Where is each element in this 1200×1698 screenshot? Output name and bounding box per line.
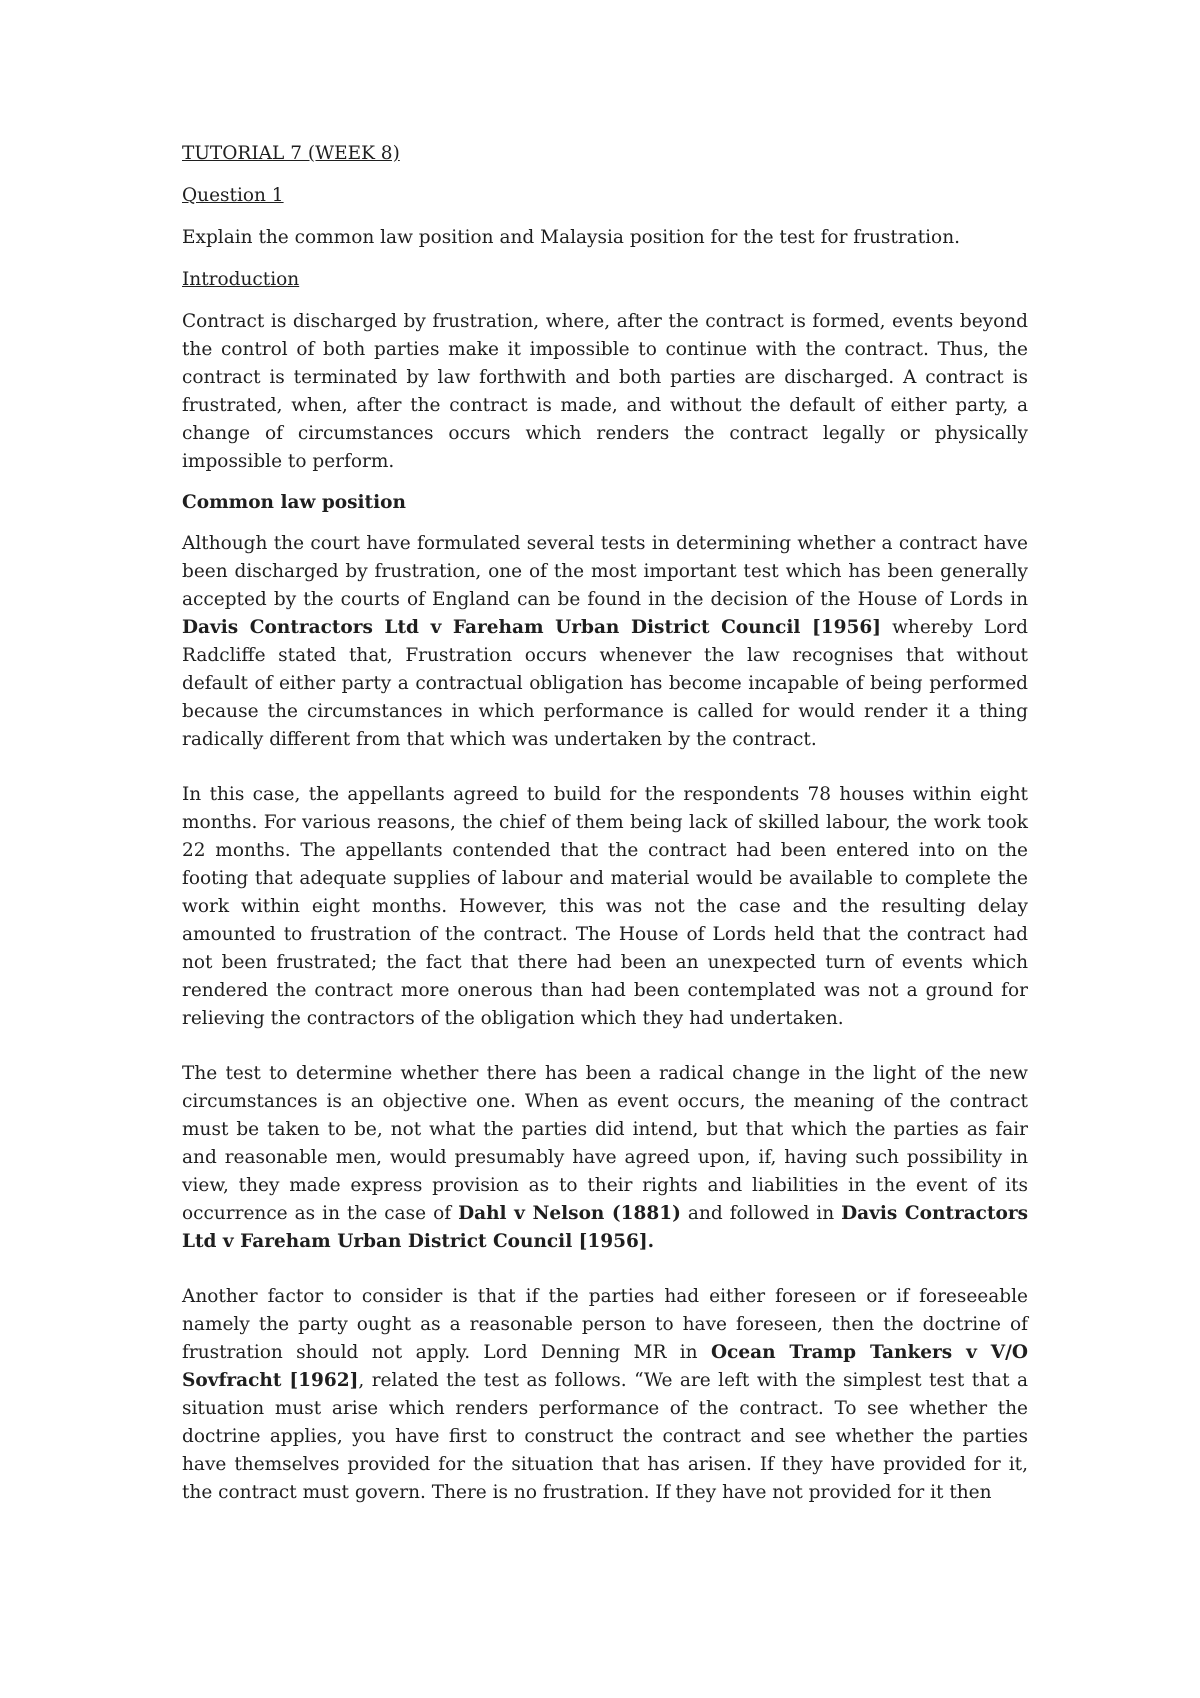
document-title: TUTORIAL 7 (WEEK 8): [182, 143, 400, 164]
case-citation: Dahl v Nelson (1881): [458, 1203, 681, 1224]
question-text: Explain the common law position and Malaysia position for the test for frustration.: [182, 227, 960, 248]
paragraph-davis-test: [182, 530, 1028, 754]
question-label: Question 1: [182, 185, 284, 206]
case-citation: Davis Contractors Ltd v Fareham Urban District Council [1956].: [182, 1203, 1028, 1252]
paragraph-davis-facts: In this case, the appellants agreed to build for the respondents 78 houses within eight months. For various reasons, the chief of them being lack of skilled labour, the work took 22 months. The appellants contended that the contract had been entered into on the footing that adequate supplies of labour and material would be available to complete the work within eight months. However, this was not the case and the resulting delay amounted to frustration of the contract. The House of Lords held that the contract had not been frustrated; the fact that there had been an unexpected turn of events which rendered the contract more onerous than had been contemplated was not a ground for relieving the contractors of the obligation which they had undertaken.: [182, 784, 1028, 1029]
paragraph-text: The test to determine whether there has been a radical change in the light of the new circumstances is an objective one. When as event occurs, the meaning of the contract must be taken to be, not what the parties did intend, but that which the parties as fair and reasonable men, would presumably have agreed upon, if, having such possibility in view, they made express provision as to their rights and liabilities in the event of its occurrence as in the case of: [182, 1063, 1028, 1224]
intro-paragraph: Contract is discharged by frustration, where, after the contract is formed, events beyond the control of both parties make it impossible to continue with the contract. Thus, the contract is terminated by law forthwith and both parties are discharged. A contract is frustrated, when, after the contract is made, and without the default of either party, a change of circumstances occurs which renders the contract legally or physically impossible to perform.: [182, 311, 1028, 472]
case-citation: Ocean Tramp Tankers v V/O Sovfracht [1962]: [182, 1342, 1028, 1391]
intro-heading: Introduction: [182, 269, 300, 290]
document-page: [182, 140, 1028, 1507]
case-citation: Davis Contractors Ltd v Fareham Urban District Council [1956]: [182, 617, 882, 638]
common-law-heading: Common law position: [182, 492, 406, 513]
paragraph-text: , related the test as follows. “We are left with the simplest test that a situation must arise which renders performance of the contract. To see whether the doctrine applies, you have first to construct the contract and see whether the parties have themselves provided for the situation that has arisen. If they have provided for it, the contract must govern. There is no frustration. If they have not provided for it then: [182, 1370, 1028, 1503]
paragraph-text: Although the court have formulated several tests in determining whether a contract have been discharged by frustration, one of the most important test which has been generally accepted by the courts of England can be found in the decision of the House of Lords in: [182, 533, 1028, 610]
paragraph-text: whereby Lord Radcliffe stated that, Frustration occurs whenever the law recognises that without default of either party a contractual obligation has become incapable of being performed because the circumstances in which performance is called for would render it a thing radically different from that which was undertaken by the contract.: [182, 617, 1028, 750]
paragraph-text: Another factor to consider is that if the parties had either foreseen or if foreseeable namely the party ought as a reasonable person to have foreseen, then the doctrine of frustration should not apply. Lord Denning MR in: [182, 1286, 1028, 1363]
paragraph-foreseeability: [182, 1283, 1028, 1507]
paragraph-objective-test: [182, 1060, 1028, 1256]
paragraph-text: and followed in: [680, 1203, 842, 1224]
